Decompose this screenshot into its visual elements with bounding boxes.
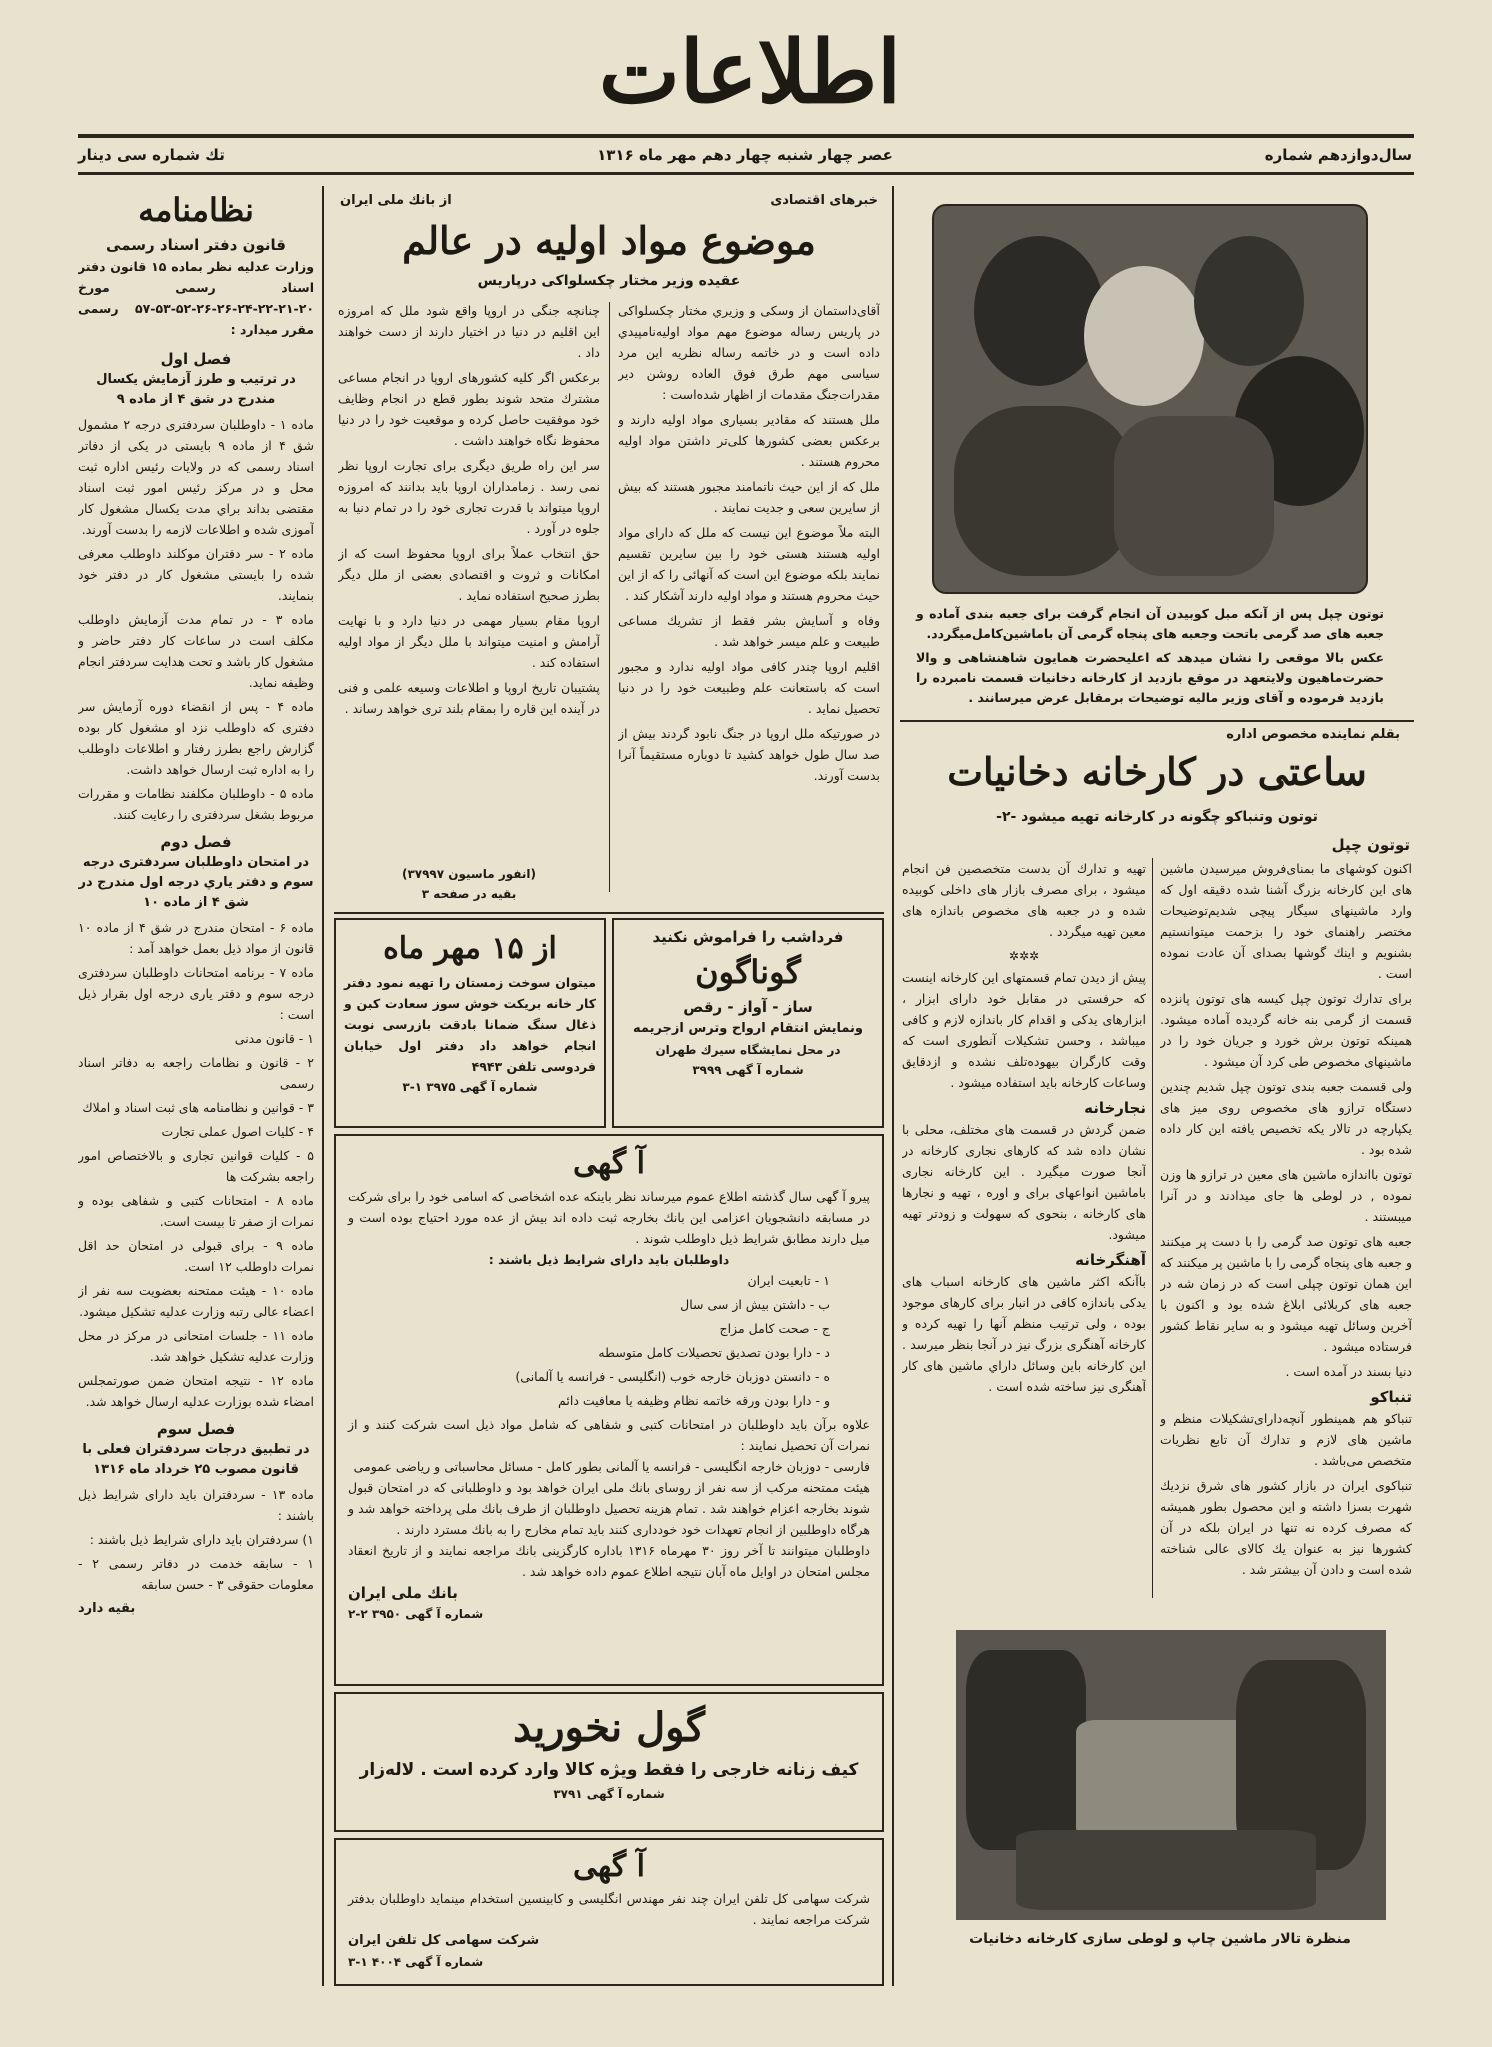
photo-figure xyxy=(1194,236,1304,366)
subject-5: ۵ - كليات قوانين تجاری و بالاختصاص امور راجعه بشركت ها xyxy=(78,1148,314,1184)
masthead-rule-top xyxy=(78,134,1414,138)
bank-col-right xyxy=(618,300,880,900)
notice-phone xyxy=(334,1838,884,1986)
ad-oct15 xyxy=(334,918,606,1128)
bank-para: در صورتيكه ملل اروپا در جنگ نابود گردند بيش از صد سال طول خواهد كشيد تا دوباره مستقيماً آنرا بدست آورند. xyxy=(618,726,880,783)
article-2: ماده ۲ - سر دفتران موكلند داوطلب معرفی شده را بايستی مشغول كار در دفتر خود بنمايند. xyxy=(78,546,314,603)
article-4: ماده ۴ - پس از انقضاء دوره آزمايش سر دفتری كه داوطلب نزد او مشغول كار بوده گزارش راجع بطرز رفتار و اطلاعات داوطلب را به اداره ثبت ارسال خواهد داشت. xyxy=(78,699,314,777)
notice-bank-conditions-title: داوطلبان بايد دارای شرايط ذيل باشند : xyxy=(488,1252,730,1267)
bank-headline: موضوع مواد اوليه در عالم xyxy=(402,218,816,263)
regulation-subtitle: قانون دفتر اسناد رسمی xyxy=(106,236,286,254)
tobacco-column-divider xyxy=(1152,858,1153,1598)
condition-item: ب - داشتن بيش از سی سال xyxy=(680,1297,830,1312)
masthead-rule-bottom xyxy=(78,172,1414,175)
kicker-economic: خبرهای اقتصادی xyxy=(770,193,878,208)
condition-item: ه - دانستن دوزبان خارجه خوب (انگليسی - فرانسه يا آلمانی) xyxy=(515,1369,830,1384)
ad-deception-headline: گول نخوريد xyxy=(513,1704,705,1751)
ad-deception xyxy=(334,1692,884,1832)
tobacco-headline: ساعتی در كارخانه دخانيات xyxy=(947,749,1367,794)
caption-bottom: منظرة تالار ماشين چاپ و لوطی سازی كارخانه دخانيات xyxy=(969,1931,1351,1947)
condition-item: د - دارا بودن تصديق تحصيلات كامل متوسطه xyxy=(598,1345,830,1360)
bank-para: البته ملاً موضوع اين نيست كه ملل كه دارای مواد اوليه هستند هستی خود را بين سايرين تقسيم نمايند بلكه موضوع اين است كه آنهائی را كه از اين حيث محروم هستند و مواد اوليه دارند آشكار كند . xyxy=(618,525,880,603)
article-6: ماده ۶ - امتحان مندرج در شق ۴ از ماده ۱۰ قانون از مواد ذيل بعمل خواهد آمد : xyxy=(78,920,314,956)
ad-deception-body: كيف زنانه خارجی را فقط ويژه كالا وارد كرده است . لاله‌زار xyxy=(359,1760,859,1780)
rule-above-tobacco xyxy=(900,720,1414,722)
photo-figure xyxy=(974,236,1104,386)
article-5: ماده ۵ - داوطلبان مكلفند نظامات و مقررات مربوط بشغل سردفتری را رعايت كنند. xyxy=(78,786,314,822)
bank-para: ملل هستند كه مقادير بسياری مواد اوليه دارند و برعكس بعضی كشورها كلی‌تر داشتن مواد اوليه محروم هستند . xyxy=(618,412,880,469)
ad-show-headline: گوناگون xyxy=(695,953,801,991)
condition-item: و - دارا بودن ورقه خاتمه نظام وظيفه يا معافيت دائم xyxy=(558,1393,830,1408)
article-11: ماده ۱۱ - جلسات امتحانی در مركز در محل وزارت عدليه تشكيل خواهد شد. xyxy=(78,1328,314,1364)
photo-printing-hall xyxy=(956,1630,1386,1920)
ad-show-line3: در محل نمايشگاه سيرك طهران xyxy=(655,1043,841,1057)
article-8: ماده ۸ - امتحانات كتبی و شفاهی بوده و نمرات از صفر تا بيست است. xyxy=(78,1193,314,1229)
dateline-center: عصر چهار شنبه چهار دهم مهر ماه ۱۳۱۶ xyxy=(597,146,893,164)
bank-para: اقليم اروپا چندر كافی مواد اوليه ندارد و مجبور است كه باستعانت علم وطبيعت خود را در دنيا تحصيل نمايد . xyxy=(618,659,880,716)
ad-deception-ref: شماره آ گهی ۳۷۹۱ xyxy=(553,1787,665,1801)
tobacco-para: تنباكو هم همينطور آنچه‌دارای‌تشكيلات منظم و ماشين های لازم و تدارك آن تابع نظريات متخصص می‌باشد . xyxy=(1160,1411,1412,1468)
ad-show xyxy=(612,918,884,1128)
notice-bank-intro: پيرو آ گهی سال گذشته اطلاع عموم ميرساند نظر باينكه عده اشخاصی كه اسامی خود را برای شركت در مسابقه دانشجويان اعزامی اين بانك بخارجه ثبت داده اند بيش از عده مورد احتياج بوده است و ميل دارند مطابق شرايط ذيل داوطلب شوند . xyxy=(348,1189,870,1246)
bank-para: وفاه و آسايش بشر فقط از تشريك مساعی طبيعت و علم ميسر خواهد شد . xyxy=(618,613,880,649)
bank-para: حق انتخاب عملاً برای اروپا محفوظ است كه از امكانات و ثروت و اقتصادی بعضی از ملل ديگر بطرز صحيح استفاده نمايد . xyxy=(338,546,600,603)
subject-3: ۳ - قوانين و نظامنامه های ثبت اسناد و املاك xyxy=(82,1100,314,1115)
ad-oct15-headline: از ۱۵ مهر ماه xyxy=(383,931,557,966)
article-1: ماده ۱ - داوطلبان سردفتری درجه ۲ مشمول شق ۴ از ماده ۹ بايستی در يكی از دفاتر اسناد رسمی كه در ولايات رئيس اداره ثبت محل و در مركز رئيس امور ثبت اسناد مقتضی بداند براي مدت يكسال مشغول كار آموزی شده و اطلاعات لازمه را بدست آورند. xyxy=(78,417,314,537)
article-13: ماده ۱۳ - سردفتران بايد دارای شرايط ذيل باشند : xyxy=(78,1487,314,1523)
notice-bank-title: آ گهی xyxy=(573,1146,645,1181)
section-ornament: ✲✲✲ xyxy=(1008,949,1040,963)
regulation-intro: وزارت عدليه نظر بماده ۱۵ قانون دفتر اسناد رسمی مورخ ۲۰-۲۱-۲۲-۲۴-۲۶-۲۶-۵۲-۵۳-۵۷ رسمی مقرر ميدارد : xyxy=(78,259,314,337)
tobacco-para: باآنكه اكثر ماشين های كارخانه اسباب های يدكی باندازه كافی در انبار برای كارهای موجود بوده ، ولی ترتيب منظم آنها را تهيه كرده و كارخانه آهنگری بزرگ نيز در آنجا بنظر ميرسد . اين كارخانه باين وسائل داراي ماشين های كار آهنگری نيز ساخته شده است . xyxy=(902,1274,1146,1394)
regulation-title: نظامنامه xyxy=(138,191,254,229)
tobacco-subhead: توتون وتنباكو چگونه در كارخانه تهيه ميشود -۲- xyxy=(996,809,1318,825)
bank-column-divider xyxy=(609,302,610,892)
photo-figure xyxy=(966,1650,1086,1850)
notice-bank xyxy=(334,1134,884,1686)
dateline-right: سال‌دوازدهم شماره xyxy=(1264,146,1412,164)
ad-oct15-ref: شماره آ گهی ۳۹۷۵ ۱-۳ xyxy=(402,1080,538,1094)
photo-figure xyxy=(1114,416,1274,576)
bank-para: ملل كه از اين حيث ناتمامند مجبور هستند كه بيش از سايرين سعی و جديت نمايند . xyxy=(618,479,880,515)
notice-bank-subjects: فارسی - دوزبان خارجه انگليسی - فرانسه يا آلمانی بطور كامل - مسائل محاسباتی و رياضی عمومی xyxy=(353,1459,870,1474)
notice-bank-conditions xyxy=(348,1270,870,1411)
tobacco-para: ولی قسمت جعبه بندی توتون چپل شديم چندين دستگاه ترازو های مخصوص روی ميز های يكپارچه در تالار يكه تخصيص يافته اين كار داده شده بود . xyxy=(1160,1079,1412,1157)
condition-item: ۱ - تابعيت ايران xyxy=(747,1273,830,1288)
tobacco-para: توتون بااندازه ماشين های معين در ترازو ها وزن نموده , در لوطی ها جای ميدادند و در آنرا ميبستند . xyxy=(1160,1167,1412,1224)
rule-under-bank xyxy=(334,912,884,914)
ad-show-kicker: فردا‌شب را فراموش نكنيد xyxy=(652,928,844,946)
chapter2-body xyxy=(78,917,314,1412)
tobacco-section-carpentry: نجارخانه xyxy=(1084,1099,1146,1117)
bank-continued: بقيه در صفحه ۳ xyxy=(421,887,517,901)
tobacco-section-tanbaku: تنباكو xyxy=(1370,1388,1412,1406)
tobacco-para: دنيا بسند در آمده است . xyxy=(1285,1364,1412,1379)
subject-1: ۱ - قانون مدنی xyxy=(234,1031,314,1046)
chapter1-subtitle: در ترتيب و طرز آزمايش يكسال مندرج در شق ۴ از ماده ۹ xyxy=(96,372,296,407)
photo-figure xyxy=(1084,266,1204,406)
bank-article xyxy=(334,186,884,906)
article-10: ماده ۱۰ - هيئت ممتحنه بعضويت سه نفر از اعضاء عالی رتبه وزارت عدليه تشكيل ميشود. xyxy=(78,1283,314,1319)
regulation-column xyxy=(78,186,314,1966)
notice-phone-ref: شماره آ گهی ۴۰۰۴ ۱-۳ xyxy=(348,1955,484,1969)
bank-col-left xyxy=(338,300,600,860)
masthead-title: اطلاعات xyxy=(598,22,902,123)
chapter2-title: فصل دوم xyxy=(160,833,232,851)
photo-figure xyxy=(1016,1830,1316,1910)
tobacco-section-smithy: آهنگرخانه xyxy=(1075,1251,1146,1269)
notice-phone-signature: شركت سهامی كل تلفن ايران xyxy=(348,1933,540,1948)
article-13-list: ۱ - سابقه خدمت در دفاتر رسمی ۲ - معلومات حقوقی ۳ - حسن سابقه xyxy=(78,1556,314,1592)
tobacco-para: تنباكوی ايران در بازار كشور های شرق نزديك شهرت بسزا داشته و اين محصول بطور هميشه كه مصرف كرده نه تنها در ايران بلكه در آن كشورها نيز به عنوان يك كالای عالی شناخته شده است و دادن آن بيشتر شد . xyxy=(1160,1478,1412,1577)
column-divider-left xyxy=(322,186,324,1986)
subject-4: ۴ - كليات اصول عملی تجارت xyxy=(161,1124,314,1139)
chapter3-title: فصل سوم xyxy=(156,1420,236,1438)
regulation-continues: بقيه دارد xyxy=(78,1601,136,1616)
condition-item: ج - صحت كامل مزاج xyxy=(719,1321,830,1336)
tobacco-col-left xyxy=(902,858,1146,1598)
article-3: ماده ۳ - در تمام مدت آزمايش داوطلب مكلف است در ساعات كار دفتر حاضر و مشغول كار باشد و تحت هدايت سردفتر انجام وظيفه نمايد. xyxy=(78,612,314,690)
tobacco-section-chapel: توتون چپل xyxy=(1331,836,1410,854)
tobacco-para: اكنون كوشهای ما بمنای‌فروش ميرسيدن ماشين های اين كارخانه بزرگ آشنا شده دقيقه اول كه وارد ماشينهای سيگار پيچی شديم‌توضيحات مختصر راهنمای خود را بزحمت ميتوانستيم بشنويم و اينك گوشها بصدای آن عادت نموده است . xyxy=(1160,861,1412,981)
bank-para: برعكس اگر كليه كشورهای اروپا در انجام مساعی مشترك متحد شوند بطور قطع در انجام وظايف خود موفقيت حاصل كرده و موقعيت خود را در دنيا محفوظ نگاه خواهند داشت . xyxy=(338,370,600,448)
bank-para: آقای‌داستمان از وسكی و وزيري مختار چكسلواكی در پاريس رساله موضوع مهم مواد اوليه‌نامپيدي داده است و در خاتمه رساله نظريه اين مرد سياسی مهم طرق فوق العاده روشن دير مقدرات‌جنگ مقدمات از اظهار شده‌است : xyxy=(618,303,880,402)
ad-oct15-body: ميتوان سوخت زمستان را تهيه نمود دفتر كار خانه بريكت خوش سوز سعادت كبن و ذغال سنگ ضمانا بادقت بازرسی نوبت انجام خواهد داد دفتر اول خيابان فردوسی تلفن ۴۹۴۳ xyxy=(344,975,596,1074)
notice-bank-note: علاوه برآن بايد داوطلبان در امتحانات كتبی و شفاهی كه شامل مواد ذيل است شركت كنند و از نمرات آن تحصيل نمايند : xyxy=(348,1417,870,1453)
ad-show-line2: ونمايش انتقام ارواح وترس ازجريمه xyxy=(632,1021,864,1036)
tobacco-para: ضمن گردش در قسمت های مختلف، محلی با نشان داده شد كه كارهای نجاری كارخانه در آنجا صورت ميگيرد . اين كارخانه نجاری باماشين انواعهای برای و اوره ، تهيه و نجارها های كارخانه ، بنحوی كه سهولت و زودتر تهيه ميشود. xyxy=(902,1122,1146,1242)
tobacco-col-right xyxy=(1160,858,1412,1738)
notice-bank-deadline: داوطلبان ميتوانند تا آخر روز ۳۰ مهرماه ۱۳۱۶ باداره كارگزينی بانك مراجعه نمايند و از تاريخ انعقاد مجلس امتحان در اوايل ماه آبان نتيجه اطلاع عموم داده خواهد شد . xyxy=(348,1543,870,1579)
column-divider-right xyxy=(892,186,894,1986)
chapter3-subtitle: در تطبيق درجات سردفتران فعلی با قانون مصوب ۲۵ خرداد ماه ۱۳۱۶ xyxy=(82,1442,310,1477)
bank-byline: (انفور ماسيون ۳۷۹۹۷) xyxy=(401,867,537,881)
bank-para: اروپا مقام بسيار مهمی در دنيا دارد و با نهايت آرامش و امنيت ميتواند با ملل ديگر از مواد اوليه استفاده كند . xyxy=(338,613,600,670)
kicker-bank: از بانك ملی ايران xyxy=(340,193,452,208)
ad-show-line1: ساز - آواز - رقص xyxy=(683,998,813,1016)
photo-figure xyxy=(954,406,1134,576)
photo-tobacco-packing xyxy=(932,204,1368,594)
tobacco-para: برای تدارك توتون چپل كيسه های توتون پانزده قسمت از گرمی بنه خانه گرديده آماده ميشود. همينكه توتون برش خورد و جريان خود را در ماشينهای مخصوص طی كرد آن ميشود . xyxy=(1160,991,1412,1069)
notice-bank-ref: شماره آ گهی ۳۹۵۰ ۲-۲ xyxy=(348,1607,484,1621)
tobacco-para: پيش از ديدن تمام قسمتهای اين كارخانه اينست كه حرفستی در مقابل خود دارای ابزار ، ابزارهای يدكی و اقدام كار باندازه لازم و كافی ميباشد ، وحسن تشكيلات آنطوری است كه وقت كارگران بيهوده‌تلف نشده و ازدقايق وساعات كارخانه بايد استفاده ميشود . xyxy=(902,970,1146,1090)
article-13-item: ۱) سردفتران بايد دارای شرايط ذيل باشند : xyxy=(89,1532,314,1547)
dateline-left: تك شماره سی دينار xyxy=(78,146,225,164)
notice-bank-body: هيئت ممتحنه مركب از سه نفر از روسای بانك ملی ايران خواهد بود و داوطلبانی كه در امتحان قبول شوند بخارجه اعزام خواهند شد . تمام هزينه تحصيل داوطلبان از طرف بانك ملی پرداخته خواهد شد و هرگاه داوطلبين از انجام تعهدات خود خودداری كنند بايد تمام مخارج را به بانك مسترد دارند . xyxy=(348,1480,870,1537)
notice-phone-title: آ گهی xyxy=(573,1849,645,1884)
tobacco-byline: بقلم نماينده مخصوص اداره xyxy=(1226,727,1400,742)
article-9: ماده ۹ - برای قبولی در امتحان حد اقل نمرات داوطلب ۱۲ است. xyxy=(78,1238,314,1274)
ad-show-ref: شماره آ گهی ۳۹۹۹ xyxy=(692,1063,804,1077)
article-7: ماده ۷ - برنامه امتحانات داوطلبان سردفتری درجه سوم و دفتر ياری درجه اول بقرار ذيل است : xyxy=(78,965,314,1022)
caption-top2: عكس بالا موقعی را نشان ميدهد كه اعليحضرت همايون شاهنشاهی و والا حضرت‌ماهيون ولايتعهد در موقع بازديد از كارخانه دخانيات قسمت نامبرده را بازديد فرموده و آقای وزير ماليه توضيحات برمقابل عرض ميرسانند . xyxy=(916,650,1384,705)
article-12: ماده ۱۲ - نتيجه امتحان ضمن صورتمجلس امضاء شده بوزارت عدليه ارسال خواهد شد. xyxy=(78,1373,314,1409)
bank-para: سر اين راه طريق ديگری برای تجارت اروپا نظر نمی رسد . زمامداران اروپا بايد بدانند كه امروزه اروپا ميتواند با قدرت تجاری خود را در تمام دنيا به جلوه در آورد . xyxy=(338,458,600,536)
bank-para: چنانچه جنگی در اروپا واقع شود ملل كه امروزه اين اقليم در دنيا در اختيار دارند از دست خواهند داد . xyxy=(338,303,600,360)
tobacco-para: جعبه های توتون صد گرمی را با دست پر ميكنند و جعبه های پنجاه گرمی را با ماشين پر ميكنند كه اين همان توتون چپلی است كه در زمان شه در جعبه های كربلائی ابلاغ شده بود و اكنون با آخرين وسائل تهيه ميشود و به ساير نقاط كشور فرستاده ميشود . xyxy=(1160,1234,1412,1354)
chapter1-title: فصل اول xyxy=(160,350,232,368)
bank-para: پشتيبان تاريخ اروپا و اطلاعات وسيعه علمی و فنی در آينده اين قاره را بمقام بلند تری خواهد رساند . xyxy=(338,680,600,716)
chapter1-body xyxy=(78,414,314,825)
chapter2-subtitle: در امتحان داوطلبان سردفتری درجه سوم و دفتر ياري درجه اول مندرج در شق ۴ از ماده ۱۰ xyxy=(78,855,314,910)
subject-2: ۲ - قانون و نظامات راجعه به دفاتر اسناد رسمی xyxy=(78,1055,314,1091)
notice-bank-signature: بانك ملی ايران xyxy=(348,1584,458,1602)
notice-phone-body: شركت سهامی كل تلفن ايران چند نفر مهندس انگليسی و كابينسين استخدام مينمايد داوطلبان بدفتر شركت مراجعه نمايند . xyxy=(348,1891,870,1927)
bank-subhead: عقيده وزير مختار چكسلواكی درپاريس xyxy=(477,273,741,289)
chapter3-body xyxy=(78,1484,314,1595)
caption-top: توتون چپل پس از آنكه مبل كوبيدن آن انجام گرفت برای جعبه بندی آماده و جعبه های صد گرمی باتحت وجعبه های پنجاه گرمی آن باماشین‌كامل‌ميگردد. xyxy=(916,606,1384,641)
tobacco-para: تهيه و تدارك آن بدست متخصصين فن انجام ميشود ، برای مصرف بازار های داخلی كوبيده شده و در جعبه های مخصوص باندازه های معين تهيه ميگردد . xyxy=(902,861,1146,939)
